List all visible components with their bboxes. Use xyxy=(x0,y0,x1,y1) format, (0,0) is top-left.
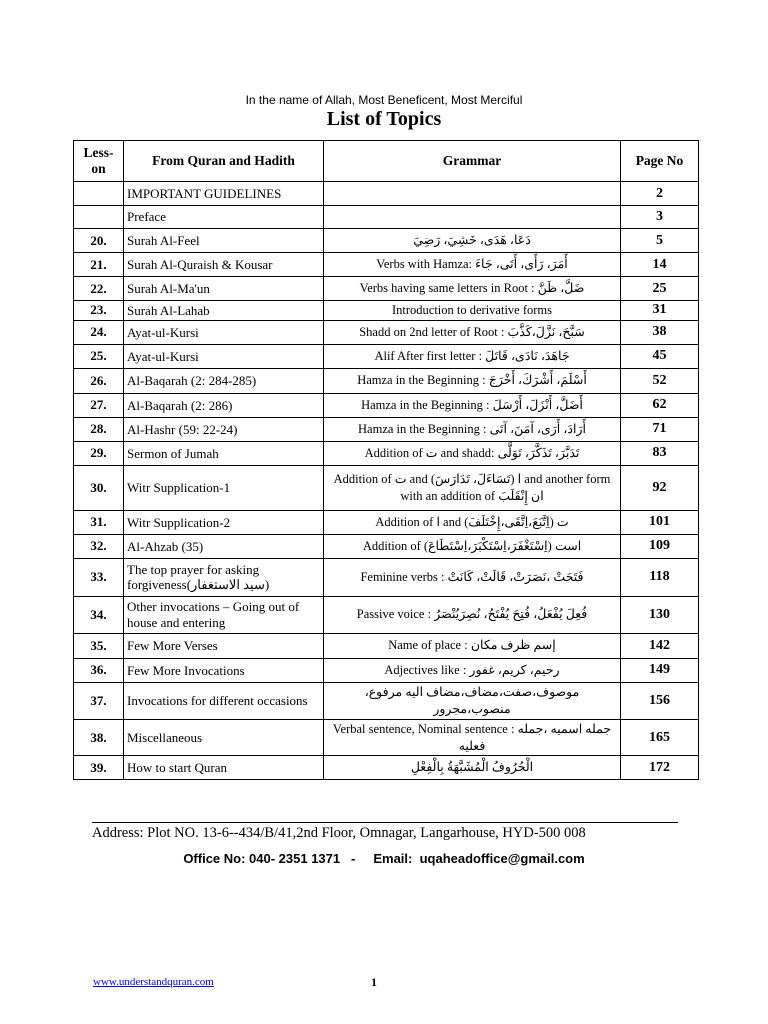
page-number-cell: 101 xyxy=(621,510,699,534)
page-number-cell: 83 xyxy=(621,441,699,465)
page-number-cell: 92 xyxy=(621,465,699,510)
quran-hadith-cell: Preface xyxy=(124,206,324,229)
table-row xyxy=(74,465,699,510)
lesson-number-cell: 21. xyxy=(74,253,124,277)
table-row xyxy=(74,534,699,558)
page-number: 1 xyxy=(371,975,377,989)
lesson-number-cell: 28. xyxy=(74,417,124,441)
table-row xyxy=(74,417,699,441)
quran-hadith-cell: Other invocations – Going out of house and entering xyxy=(124,596,324,633)
page-number-cell: 118 xyxy=(621,558,699,596)
page-number-cell: 25 xyxy=(621,277,699,301)
table-row xyxy=(74,441,699,465)
lesson-number-cell: 31. xyxy=(74,510,124,534)
table-row xyxy=(74,368,699,393)
table-row xyxy=(74,229,699,253)
grammar-cell: الْحُرُوفُ الْمُشَبَّهَةُ بِالْفِعْلِ xyxy=(324,756,621,780)
page-number-cell: 3 xyxy=(621,206,699,229)
basmala-line: In the name of Allah, Most Beneficent, Most Merciful xyxy=(245,93,523,107)
page-title: List of Topics xyxy=(326,108,442,130)
table-row xyxy=(74,182,699,206)
grammar-cell: سَبَّحَ، نَزَّلَ،كَذَّبَ : Shadd on 2nd letter of Root xyxy=(324,320,621,344)
grammar-cell: Verbs having same letters in Root : ضَلَّ، ظَنَّ xyxy=(324,277,621,301)
page-number-cell: 142 xyxy=(621,633,699,658)
grammar-cell xyxy=(324,182,621,206)
lesson-number-cell: 32. xyxy=(74,534,124,558)
grammar-cell: Adjectives like : رحيم، كريم، غفور xyxy=(324,658,621,682)
page-number-cell: 45 xyxy=(621,344,699,368)
quran-hadith-cell: Al-Baqarah (2: 286) xyxy=(124,393,324,417)
lesson-number-cell: 30. xyxy=(74,465,124,510)
page-number-cell: 2 xyxy=(621,182,699,206)
grammar-cell: دَعَا، هَدَى، خَشِيَ، رَضِيَ xyxy=(324,229,621,253)
quran-hadith-cell: Al-Hashr (59: 22-24) xyxy=(124,417,324,441)
lesson-number-cell: 36. xyxy=(74,658,124,682)
grammar-cell: Name of place : إسم ظرف مكان xyxy=(324,633,621,658)
table-row xyxy=(74,596,699,633)
page-number-cell: 62 xyxy=(621,393,699,417)
col-header-page-no: Page No xyxy=(621,141,699,182)
table-row xyxy=(74,277,699,301)
quran-hadith-cell: IMPORTANT GUIDELINES xyxy=(124,182,324,206)
lesson-number-cell: 35. xyxy=(74,633,124,658)
lesson-number-cell: 29. xyxy=(74,441,124,465)
lesson-number-cell: 22. xyxy=(74,277,124,301)
table-row xyxy=(74,682,699,719)
page-number-cell: 149 xyxy=(621,658,699,682)
grammar-cell: Introduction to derivative forms xyxy=(324,301,621,321)
quran-hadith-cell: Ayat-ul-Kursi xyxy=(124,320,324,344)
lesson-number-cell: 37. xyxy=(74,682,124,719)
table-row xyxy=(74,344,699,368)
quran-hadith-cell: Witr Supplication-1 xyxy=(124,465,324,510)
quran-hadith-cell: Surah Al-Quraish & Kousar xyxy=(124,253,324,277)
col-header-grammar: Grammar xyxy=(324,141,621,182)
quran-hadith-cell: Al-Baqarah (2: 284-285) xyxy=(124,368,324,393)
grammar-cell: موصوف،صفت،مضاف،مضاف اليه مرفوع، منصوب،مجرور xyxy=(324,682,621,719)
table-row xyxy=(74,253,699,277)
quran-hadith-cell: Surah Al-Ma'un xyxy=(124,277,324,301)
table-row xyxy=(74,393,699,417)
quran-hadith-cell: Few More Invocations xyxy=(124,658,324,682)
topics-table xyxy=(73,140,699,780)
page-number-cell: 38 xyxy=(621,320,699,344)
lesson-number-cell: 24. xyxy=(74,320,124,344)
table-row xyxy=(74,510,699,534)
grammar-cell xyxy=(324,206,621,229)
grammar-cell: Hamza in the Beginning : أَسْلَمَ، أَشْرَكَ، أَخْرَجَ xyxy=(324,368,621,393)
lesson-number-cell: 25. xyxy=(74,344,124,368)
quran-hadith-cell: Ayat-ul-Kursi xyxy=(124,344,324,368)
table-row xyxy=(74,206,699,229)
page-number-cell: 172 xyxy=(621,756,699,780)
page-number-cell: 71 xyxy=(621,417,699,441)
lesson-number-cell: 20. xyxy=(74,229,124,253)
grammar-cell: Hamza in the Beginning : أَرَادَ، أَرَى، آمَنَ، آتَى xyxy=(324,417,621,441)
table-row xyxy=(74,633,699,658)
quran-hadith-cell: Surah Al-Lahab xyxy=(124,301,324,321)
page-number-cell: 109 xyxy=(621,534,699,558)
grammar-cell: Alif After first letter : جَاهَدَ، نَادَى، قَاتَلَ xyxy=(324,344,621,368)
lesson-number-cell: 34. xyxy=(74,596,124,633)
grammar-cell: Feminine verbs : فَتَحَتْ ،نَصَرَتْ، قَالَتْ، كَانَتْ xyxy=(324,558,621,596)
grammar-cell: Passive voice : فُعِلَ يُفْعَلُ، فُتِحَ يُفْتَحُ، نُصِرَيُنْصَرُ xyxy=(324,596,621,633)
lesson-number-cell: 27. xyxy=(74,393,124,417)
col-header-lesson: Less-on xyxy=(74,141,124,182)
table-body xyxy=(74,182,699,780)
table-row xyxy=(74,301,699,321)
grammar-cell: Addition of ت and shadd: تَدَبَّرَ، تَذَكَّرَ، تَوَلَّى xyxy=(324,441,621,465)
page-number-cell: 165 xyxy=(621,719,699,756)
office-contact-line: Office No: 040- 2351 1371 - Email: uqaheadoffice@gmail.com xyxy=(183,851,585,866)
quran-hadith-cell: The top prayer for asking forgiveness(سید الاستغفار) xyxy=(124,558,324,596)
grammar-cell: Hamza in the Beginning : أَضَلَّ، أَنْزَلَ، أَرْسَلَ xyxy=(324,393,621,417)
quran-hadith-cell: Invocations for different occasions xyxy=(124,682,324,719)
address-line: Address: Plot NO. 13-6--434/B/41,2nd Floor, Omnagar, Langarhouse, HYD-500 008 xyxy=(92,825,586,841)
table-row xyxy=(74,756,699,780)
quran-hadith-cell: Sermon of Jumah xyxy=(124,441,324,465)
lesson-number-cell: 38. xyxy=(74,719,124,756)
table-row xyxy=(74,320,699,344)
footer-divider xyxy=(92,822,678,823)
table-row xyxy=(74,658,699,682)
lesson-number-cell: 39. xyxy=(74,756,124,780)
page-number-cell: 130 xyxy=(621,596,699,633)
quran-hadith-cell: Miscellaneous xyxy=(124,719,324,756)
grammar-cell: Addition of ا and ت (اِتَّبَعَ،اِتَّقَى،إِخْتَلَفَ) xyxy=(324,510,621,534)
table-header-row xyxy=(74,141,699,182)
quran-hadith-cell: Al-Ahzab (35) xyxy=(124,534,324,558)
grammar-cell: Addition of است (اِسْتَغْفَرَ،اِسْتَكْبَرَ،اِسْتَطَاعَ) xyxy=(324,534,621,558)
page-number-cell: 5 xyxy=(621,229,699,253)
table-row xyxy=(74,719,699,756)
page-number-cell: 14 xyxy=(621,253,699,277)
col-header-quran-hadith: From Quran and Hadith xyxy=(124,141,324,182)
lesson-number-cell: 26. xyxy=(74,368,124,393)
quran-hadith-cell: Few More Verses xyxy=(124,633,324,658)
quran-hadith-cell: Surah Al-Feel xyxy=(124,229,324,253)
page-number-cell: 31 xyxy=(621,301,699,321)
grammar-cell: Addition of ت and ا (تَسَاءَلَ، تَدَارَسَ) and another form with an addition of ان إِنْقَلَبَ xyxy=(324,465,621,510)
page-number-cell: 156 xyxy=(621,682,699,719)
lesson-number-cell xyxy=(74,182,124,206)
quran-hadith-cell: Witr Supplication-2 xyxy=(124,510,324,534)
lesson-number-cell xyxy=(74,206,124,229)
quran-hadith-cell: How to start Quran xyxy=(124,756,324,780)
lesson-number-cell: 33. xyxy=(74,558,124,596)
grammar-cell: Verbs with Hamza: أَمَرَ، رَأَى، أَتَى، جَاءَ xyxy=(324,253,621,277)
lesson-number-cell: 23. xyxy=(74,301,124,321)
website-link[interactable]: www.understandquran.com xyxy=(93,976,214,988)
page-number-cell: 52 xyxy=(621,368,699,393)
grammar-cell: Verbal sentence, Nominal sentence : جمله اسميه ،جمله فعليه xyxy=(324,719,621,756)
table-row xyxy=(74,558,699,596)
